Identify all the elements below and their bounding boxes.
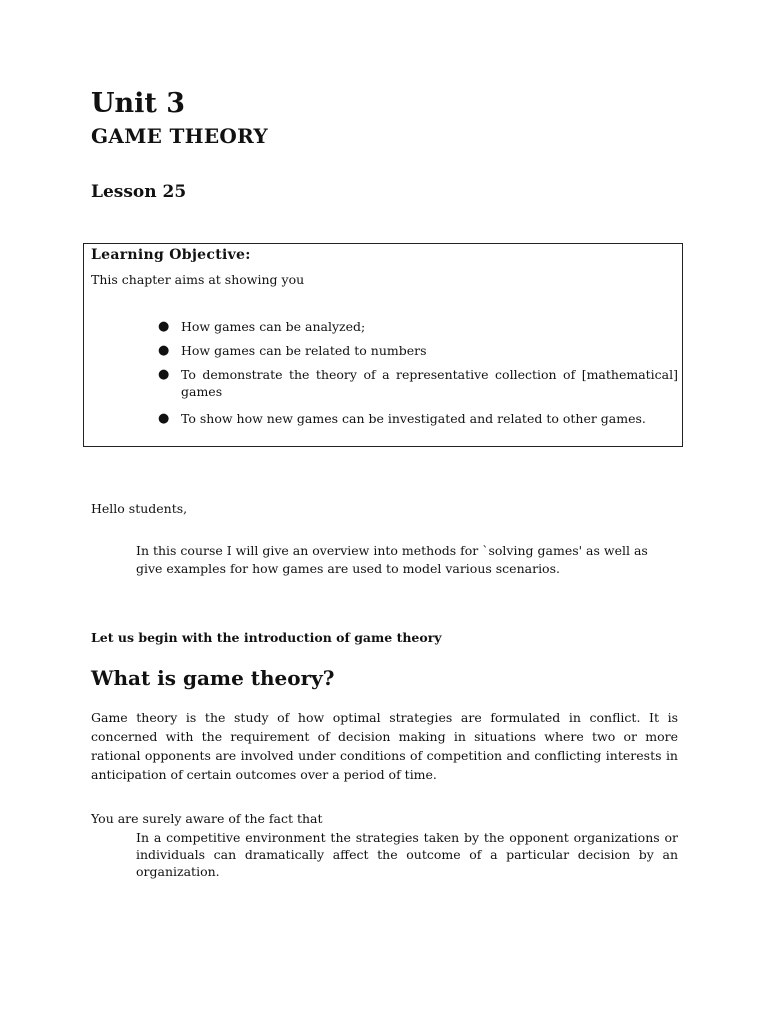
- section-lead: Let us begin with the introduction of game theory: [91, 630, 442, 645]
- unit-subtitle: GAME THEORY: [91, 124, 268, 148]
- list-item-text: To demonstrate the theory of a representative collection of [mathematical] games: [181, 367, 678, 399]
- aware-lead: You are surely aware of the fact that: [91, 811, 323, 826]
- lesson-number: Lesson 25: [91, 182, 187, 202]
- learning-objective-box: [83, 243, 683, 447]
- objective-list: [156, 318, 678, 434]
- bullet-icon: ●: [158, 411, 170, 426]
- intro-paragraph: In this course I will give an overview into methods for `solving games' as well as give examples for how games are used to model various scenarios.: [136, 543, 648, 576]
- bullet-icon: ●: [158, 343, 170, 358]
- objective-heading: Learning Objective:: [91, 247, 251, 263]
- objective-intro: This chapter aims at showing you: [91, 272, 305, 287]
- section-heading: What is game theory?: [91, 666, 335, 690]
- bullet-icon: ●: [158, 367, 170, 382]
- list-item: [156, 342, 678, 359]
- bullet-icon: ●: [158, 319, 170, 334]
- list-item-text: To show how new games can be investigated and related to other games.: [181, 411, 646, 426]
- greeting: Hello students,: [91, 501, 188, 516]
- list-item-text: How games can be analyzed;: [181, 319, 366, 334]
- list-item: [156, 410, 678, 427]
- list-item: [156, 318, 678, 335]
- list-item: [156, 366, 678, 400]
- list-item-text: How games can be related to numbers: [181, 343, 427, 358]
- definition-paragraph: Game theory is the study of how optimal strategies are formulated in conflict. It is concerned with the requirement of decision making in situations where two or more rational opponents are involved under conditions of competition and conflicting interests in anticipation of certain outcomes over a period of time.: [91, 710, 678, 782]
- unit-title: Unit 3: [91, 88, 186, 119]
- aware-paragraph: In a competitive environment the strategies taken by the opponent organizations or individuals can dramatically affect the outcome of a particular decision by an organization.: [136, 830, 678, 879]
